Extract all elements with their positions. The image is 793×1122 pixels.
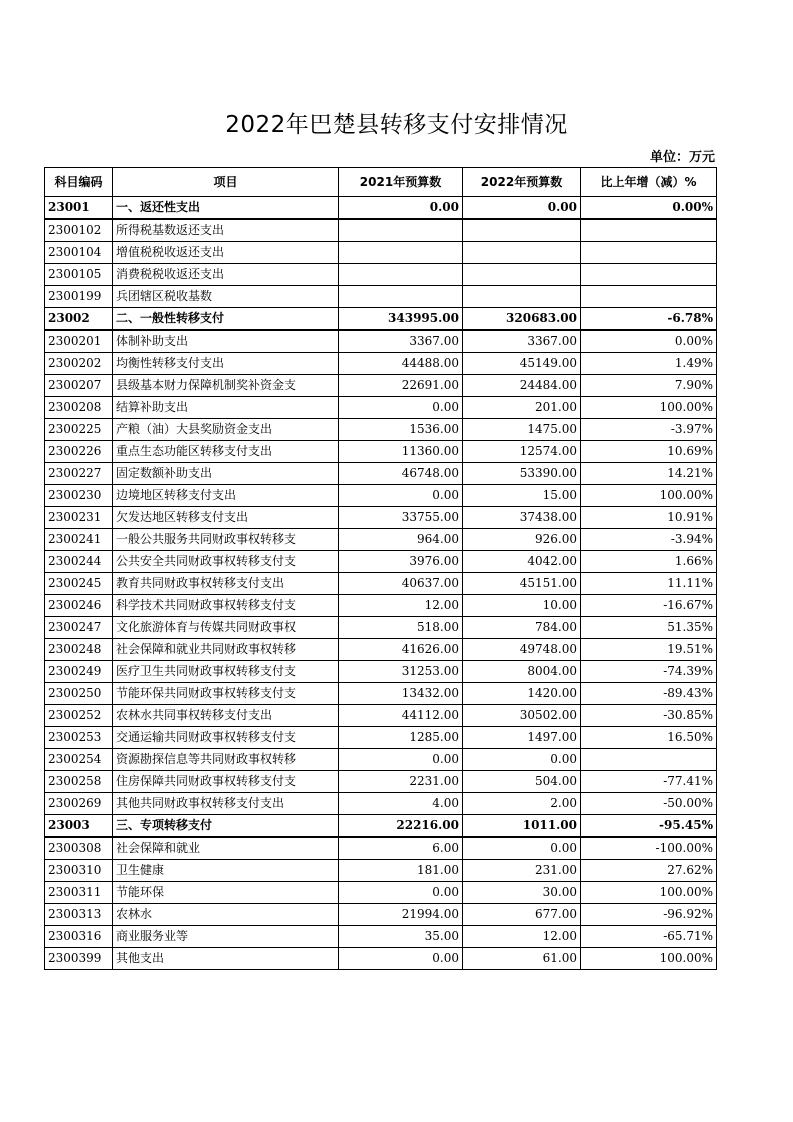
row-code-cell: 2300207 [45,375,113,397]
row-2022-cell: 1420.00 [463,683,581,705]
row-change-cell: 100.00% [581,948,717,970]
row-item-cell: 消费税税收返还支出 [113,264,339,286]
row-item-cell: 公共安全共同财政事权转移支付支 [113,551,339,573]
row-code-cell: 23003 [45,815,113,838]
table-row [45,749,717,771]
row-2021-cell: 181.00 [339,860,463,882]
row-code-cell: 2300241 [45,529,113,551]
row-2021-cell: 3976.00 [339,551,463,573]
row-item-cell: 一、返还性支出 [113,197,339,220]
row-2021-cell: 4.00 [339,793,463,815]
table-row [45,793,717,815]
row-code-cell: 2300231 [45,507,113,529]
row-2022-cell: 1475.00 [463,419,581,441]
row-code-cell: 2300246 [45,595,113,617]
row-2022-cell: 0.00 [463,197,581,220]
row-2022-cell [463,219,581,242]
row-item-cell: 节能环保 [113,882,339,904]
row-item-cell: 县级基本财力保障机制奖补资金支 [113,375,339,397]
table-row [45,507,717,529]
row-change-cell: 19.51% [581,639,717,661]
page-title: 2022年巴楚县转移支付安排情况 [225,112,568,138]
row-item-cell: 文化旅游体育与传媒共同财政事权 [113,617,339,639]
row-2022-cell: 2.00 [463,793,581,815]
row-change-cell: -77.41% [581,771,717,793]
row-code-cell: 2300208 [45,397,113,419]
row-item-cell: 教育共同财政事权转移支付支出 [113,573,339,595]
row-2021-cell: 0.00 [339,397,463,419]
row-item-cell: 兵团辖区税收基数 [113,286,339,308]
table-row [45,353,717,375]
row-2022-cell: 1011.00 [463,815,581,838]
row-item-cell: 住房保障共同财政事权转移支付支 [113,771,339,793]
table-row [45,837,717,860]
row-change-cell: 10.69% [581,441,717,463]
row-code-cell: 2300311 [45,882,113,904]
row-code-cell: 2300247 [45,617,113,639]
table-row [45,286,717,308]
table-row [45,375,717,397]
row-item-cell: 产粮（油）大县奖励资金支出 [113,419,339,441]
row-item-cell: 农林水共同事权转移支付支出 [113,705,339,727]
row-2021-cell: 44488.00 [339,353,463,375]
row-2022-cell: 231.00 [463,860,581,882]
row-2022-cell: 12574.00 [463,441,581,463]
row-2021-cell: 518.00 [339,617,463,639]
row-code-cell: 2300245 [45,573,113,595]
row-change-cell: 1.49% [581,353,717,375]
row-2022-cell: 784.00 [463,617,581,639]
row-2022-cell: 24484.00 [463,375,581,397]
row-change-cell [581,749,717,771]
row-code-cell: 2300269 [45,793,113,815]
row-2022-cell: 53390.00 [463,463,581,485]
row-item-cell: 结算补助支出 [113,397,339,419]
row-code-cell: 2300105 [45,264,113,286]
row-change-cell: -100.00% [581,837,717,860]
header-item: 项目 [113,168,339,197]
table-body [45,197,717,970]
row-change-cell: -96.92% [581,904,717,926]
row-2022-cell: 45149.00 [463,353,581,375]
row-change-cell [581,264,717,286]
row-2021-cell: 21994.00 [339,904,463,926]
row-2022-cell [463,264,581,286]
row-code-cell: 2300249 [45,661,113,683]
row-item-cell: 卫生健康 [113,860,339,882]
row-2021-cell: 44112.00 [339,705,463,727]
row-item-cell: 重点生态功能区转移支付支出 [113,441,339,463]
row-2022-cell: 12.00 [463,926,581,948]
table-row [45,771,717,793]
row-2021-cell: 0.00 [339,197,463,220]
row-item-cell: 其他支出 [113,948,339,970]
row-2021-cell [339,264,463,286]
table-row [45,197,717,220]
table-row [45,705,717,727]
row-2021-cell: 35.00 [339,926,463,948]
row-change-cell: -3.94% [581,529,717,551]
row-2021-cell: 3367.00 [339,330,463,353]
row-2021-cell [339,242,463,264]
row-2021-cell: 6.00 [339,837,463,860]
row-2021-cell: 22691.00 [339,375,463,397]
row-2022-cell: 320683.00 [463,308,581,331]
row-code-cell: 2300244 [45,551,113,573]
row-item-cell: 农林水 [113,904,339,926]
row-2021-cell: 0.00 [339,948,463,970]
row-change-cell: -89.43% [581,683,717,705]
row-2021-cell: 964.00 [339,529,463,551]
row-code-cell: 2300399 [45,948,113,970]
row-2021-cell [339,219,463,242]
row-code-cell: 2300201 [45,330,113,353]
row-item-cell: 医疗卫生共同财政事权转移支付支 [113,661,339,683]
row-2022-cell: 15.00 [463,485,581,507]
row-change-cell: 51.35% [581,617,717,639]
table-header-row [45,168,717,197]
table-row [45,419,717,441]
row-2021-cell [339,286,463,308]
row-2022-cell: 677.00 [463,904,581,926]
row-2021-cell: 46748.00 [339,463,463,485]
table-row [45,926,717,948]
row-code-cell: 2300225 [45,419,113,441]
row-2021-cell: 0.00 [339,485,463,507]
row-item-cell: 所得税基数返还支出 [113,219,339,242]
table-row [45,860,717,882]
row-2021-cell: 13432.00 [339,683,463,705]
row-change-cell: 0.00% [581,330,717,353]
table-row [45,815,717,838]
row-code-cell: 2300258 [45,771,113,793]
row-2022-cell: 1497.00 [463,727,581,749]
row-code-cell: 23002 [45,308,113,331]
row-2021-cell: 22216.00 [339,815,463,838]
row-2022-cell: 926.00 [463,529,581,551]
row-change-cell: -95.45% [581,815,717,838]
header-code: 科目编码 [45,168,113,197]
row-2022-cell: 61.00 [463,948,581,970]
row-change-cell [581,242,717,264]
row-item-cell: 欠发达地区转移支付支出 [113,507,339,529]
row-code-cell: 2300248 [45,639,113,661]
row-code-cell: 2300230 [45,485,113,507]
row-item-cell: 社会保障和就业共同财政事权转移 [113,639,339,661]
row-2021-cell: 1536.00 [339,419,463,441]
row-change-cell [581,286,717,308]
row-code-cell: 2300202 [45,353,113,375]
table-row [45,639,717,661]
row-2021-cell: 1285.00 [339,727,463,749]
row-change-cell: 27.62% [581,860,717,882]
row-item-cell: 二、一般性转移支付 [113,308,339,331]
row-item-cell: 增值税税收返还支出 [113,242,339,264]
table-row [45,904,717,926]
row-item-cell: 体制补助支出 [113,330,339,353]
row-code-cell: 2300254 [45,749,113,771]
row-2022-cell [463,242,581,264]
row-2022-cell: 3367.00 [463,330,581,353]
row-change-cell: -16.67% [581,595,717,617]
table-row [45,308,717,331]
row-code-cell: 23001 [45,197,113,220]
row-item-cell: 科学技术共同财政事权转移支付支 [113,595,339,617]
table-row [45,264,717,286]
header-change-pct: 比上年增（减）% [581,168,717,197]
row-2021-cell: 343995.00 [339,308,463,331]
row-change-cell: 11.11% [581,573,717,595]
table-row [45,242,717,264]
row-2021-cell: 0.00 [339,882,463,904]
row-item-cell: 均衡性转移支付支出 [113,353,339,375]
row-code-cell: 2300104 [45,242,113,264]
unit-label: 单位：万元 [649,150,715,165]
row-2021-cell: 33755.00 [339,507,463,529]
row-change-cell: -65.71% [581,926,717,948]
row-2022-cell: 4042.00 [463,551,581,573]
row-2022-cell: 30502.00 [463,705,581,727]
row-2022-cell: 45151.00 [463,573,581,595]
row-change-cell: 100.00% [581,485,717,507]
table-row [45,882,717,904]
table-row [45,485,717,507]
row-2021-cell: 12.00 [339,595,463,617]
table-row [45,551,717,573]
row-item-cell: 商业服务业等 [113,926,339,948]
table-row [45,441,717,463]
row-code-cell: 2300102 [45,219,113,242]
row-item-cell: 节能环保共同财政事权转移支付支 [113,683,339,705]
row-code-cell: 2300310 [45,860,113,882]
table-row [45,661,717,683]
row-2021-cell: 31253.00 [339,661,463,683]
row-change-cell: 7.90% [581,375,717,397]
table-row [45,573,717,595]
row-code-cell: 2300226 [45,441,113,463]
transfer-payment-table [44,167,717,970]
row-2022-cell: 30.00 [463,882,581,904]
row-2021-cell: 41626.00 [339,639,463,661]
row-change-cell: -50.00% [581,793,717,815]
row-2022-cell: 10.00 [463,595,581,617]
row-change-cell: 100.00% [581,882,717,904]
row-change-cell: -30.85% [581,705,717,727]
table-row [45,330,717,353]
table-row [45,727,717,749]
row-change-cell [581,219,717,242]
row-code-cell: 2300253 [45,727,113,749]
row-code-cell: 2300308 [45,837,113,860]
table-row [45,617,717,639]
table-row [45,463,717,485]
table-row [45,529,717,551]
row-2022-cell: 504.00 [463,771,581,793]
row-item-cell: 社会保障和就业 [113,837,339,860]
row-item-cell: 交通运输共同财政事权转移支付支 [113,727,339,749]
row-2022-cell: 201.00 [463,397,581,419]
row-2021-cell: 11360.00 [339,441,463,463]
row-change-cell: 0.00% [581,197,717,220]
row-2022-cell: 0.00 [463,749,581,771]
header-2022-budget: 2022年预算数 [463,168,581,197]
row-code-cell: 2300313 [45,904,113,926]
row-item-cell: 资源勘探信息等共同财政事权转移 [113,749,339,771]
table-row [45,595,717,617]
table-row [45,219,717,242]
row-2022-cell: 37438.00 [463,507,581,529]
row-change-cell: 100.00% [581,397,717,419]
row-2021-cell: 40637.00 [339,573,463,595]
row-2022-cell [463,286,581,308]
table-row [45,948,717,970]
row-2021-cell: 2231.00 [339,771,463,793]
row-change-cell: -6.78% [581,308,717,331]
row-change-cell: -74.39% [581,661,717,683]
row-code-cell: 2300316 [45,926,113,948]
row-change-cell: 16.50% [581,727,717,749]
header-2021-budget: 2021年预算数 [339,168,463,197]
row-item-cell: 其他共同财政事权转移支付支出 [113,793,339,815]
row-code-cell: 2300199 [45,286,113,308]
row-2022-cell: 8004.00 [463,661,581,683]
row-item-cell: 固定数额补助支出 [113,463,339,485]
row-change-cell: 10.91% [581,507,717,529]
row-item-cell: 一般公共服务共同财政事权转移支 [113,529,339,551]
row-item-cell: 三、专项转移支付 [113,815,339,838]
row-code-cell: 2300227 [45,463,113,485]
row-code-cell: 2300252 [45,705,113,727]
table-row [45,683,717,705]
row-2021-cell: 0.00 [339,749,463,771]
row-change-cell: -3.97% [581,419,717,441]
row-code-cell: 2300250 [45,683,113,705]
table-row [45,397,717,419]
row-change-cell: 14.21% [581,463,717,485]
row-2022-cell: 0.00 [463,837,581,860]
row-2022-cell: 49748.00 [463,639,581,661]
row-change-cell: 1.66% [581,551,717,573]
row-item-cell: 边境地区转移支付支出 [113,485,339,507]
